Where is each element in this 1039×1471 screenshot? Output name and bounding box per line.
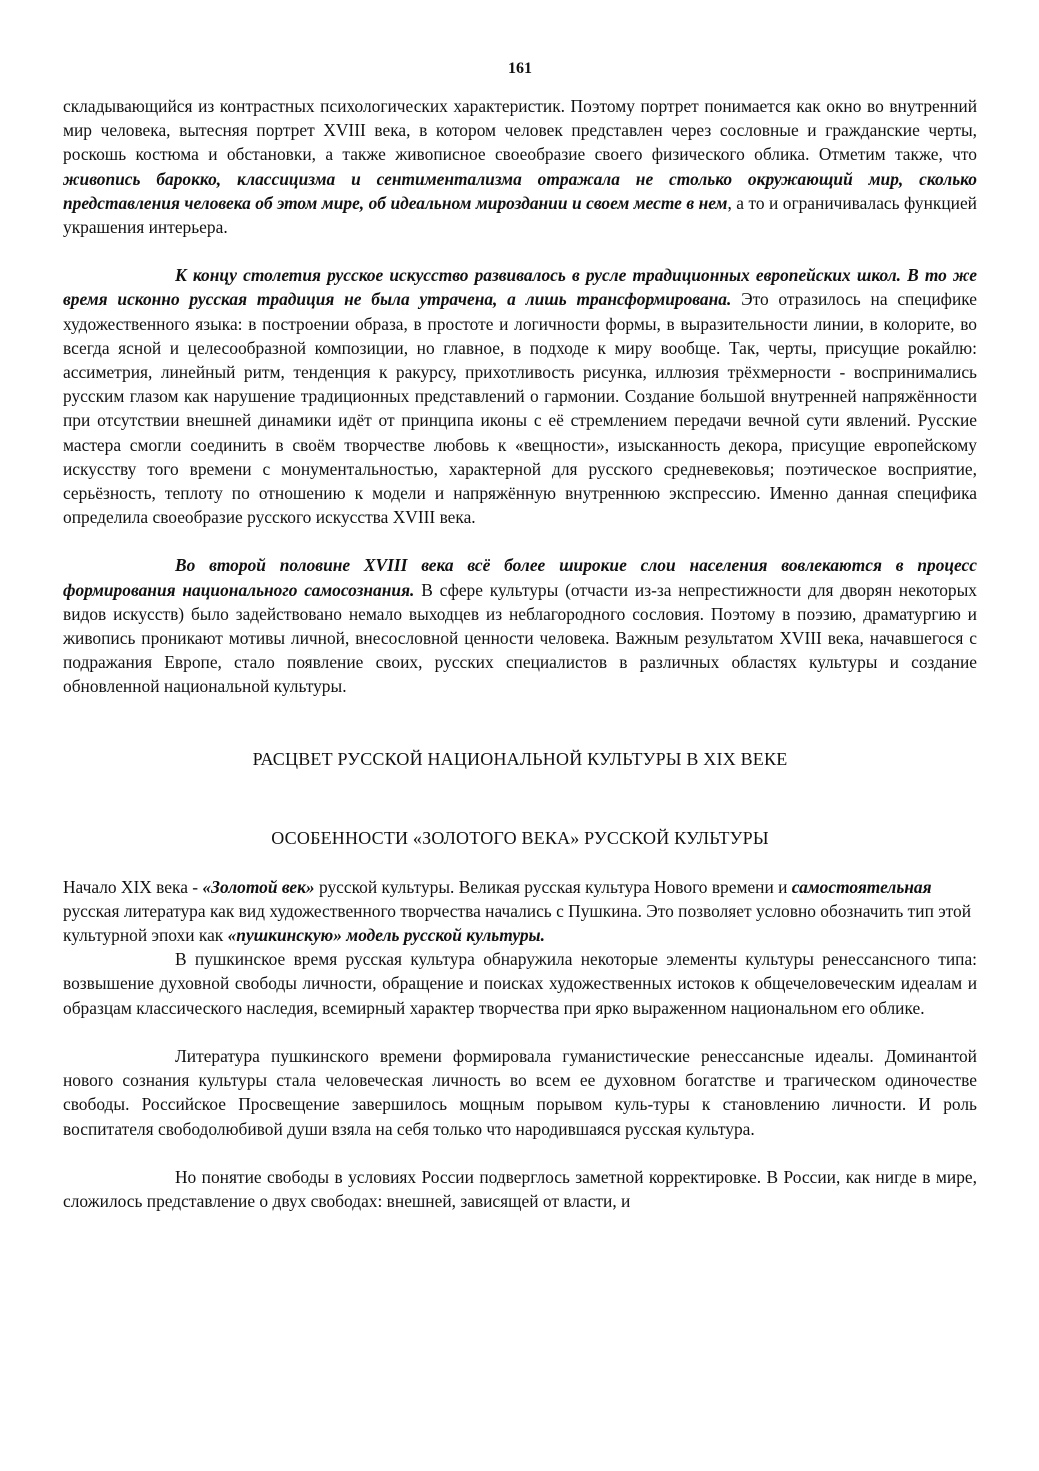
page-number: 161 [508, 60, 532, 77]
paragraph-text: складывающийся из контрастных психологических характеристик. Поэтому портрет понимается как окно во внутренний мир человека, вытесняя портрет XVIII века, в котором человек представлен через сословные и гражданские черты, роскошь костюма и обстановки, а также живописное своеобразие своего физического облика. Отметим также, что [63, 96, 977, 165]
section-heading: РАСЦВЕТ РУССКОЙ НАЦИОНАЛЬНОЙ КУЛЬТУРЫ В XIX ВЕКЕ [252, 748, 788, 769]
emphasis-text: живопись барокко, классицизма и сентиментализма отражала не столько окружающий мир, сколько представления человека об этом мире, об идеальном мироздании и своем месте в нем [63, 168, 977, 213]
paragraph-pushkin-time: В пушкинское время русская культура обнаружила некоторые элементы культуры ренессансного типа: возвышение духовной свободы личности, обращение и поисках художественных истоков к общечеловеческим идеалам и образцам классического наследия, всемирный характер творчества при ярко выраженном национальном его облике. [63, 949, 977, 1018]
paragraph-portrait [63, 94, 977, 239]
emphasis-text: Во второй половине XVIII века всё более широкие слои населения вовлекаются в процесс формирования национального самосознания. [63, 555, 977, 600]
document-page [63, 60, 977, 1213]
paragraph-text: , а то и ограничивалась функцией украшения интерьера. [63, 192, 977, 238]
paragraph-text: Это отразилось на специфике художественного языка: в построении образа, в простоте и логичности формы, в выразительности линии, в колорите, во всегда ясной и целесообразной композиции, но главное, в подходе к миру вообще. Так, черты, присущие рокайлю: ассиметрия, линейный ритм, тенденция к ракурсу, прихотливость рисунка, иллюзия трёхмерности - воспринимались русским глазом как нарушение традиционных представлений о гармонии. Создание большой внутренней напряжённости при отсутствии внешней динамики идёт от принципа иконы с её стремлением передачи вечной сути явлений. Русские мастера смогли соединить в своём творчестве любовь к «вещности», изысканность декора, присущие европейскому искусству того времени с монументальностью, характерной для русского средневековья; поэтическое восприятие, серьёзность, теплоту по отношению к модели и напряжённую внутреннюю экспрессию. Именно данная специфика определила своеобразие русского искусства XVIII века. [63, 289, 977, 528]
paragraph-century-end [63, 263, 977, 529]
subsection-heading: ОСОБЕННОСТИ «ЗОЛОТОГО ВЕКА» РУССКОЙ КУЛЬТУРЫ [271, 827, 769, 848]
paragraph-literature: Литература пушкинского времени формировала гуманистические ренессансные идеалы. Доминантой нового сознания культуры стала человеческая личность во всем ее духовном богатстве и трагическом одиночестве свободы. Российское Просвещение завершилось мощным порывом куль-туры к становлению личности. И роль воспитателя свободолюбивой души взяла на себя только что народившаяся русская культура. [63, 1045, 977, 1139]
emphasis-text: «пушкинскую» модель русской культуры. [227, 925, 545, 946]
emphasis-text: «Золотой век» [202, 876, 315, 897]
paragraph-text: В сфере культуры (отчасти из-за непрестижности для дворян некоторых видов искусств) было задействовано немало выходцев из неблагородного сословия. Поэтому в поэзию, драматургию и живопись проникают мотивы личной, внесословной ценности человека. Важным результатом XVIII века, начавшегося с подражания Европе, стало появление своих, русских специалистов в различных областях культуры и создание обновленной национальной культуры. [63, 579, 977, 697]
paragraph-text: Начало XIX века - [63, 876, 203, 897]
paragraph-text: русская литература как вид художественного творчества начались с Пушкина. Это позволяет условно обозначить тип этой культурной эпохи как [63, 900, 972, 946]
paragraph-text: русской культуры. Великая русская культура Нового времени и [314, 876, 792, 897]
emphasis-text: самостоятельная [791, 876, 932, 897]
paragraph-freedom: Но понятие свободы в условиях России подверглось заметной корректировке. В России, как нигде в мире, сложилось представление о двух свободах: внешней, зависящей от власти, и [63, 1166, 977, 1211]
emphasis-text: К концу столетия русское искусство развивалось в русле традиционных европейских школ. В то же время исконно русская традиция не была утрачена, а лишь трансформирована. [63, 265, 977, 310]
paragraph-golden-age [63, 875, 977, 948]
paragraph-second-half [63, 553, 977, 698]
